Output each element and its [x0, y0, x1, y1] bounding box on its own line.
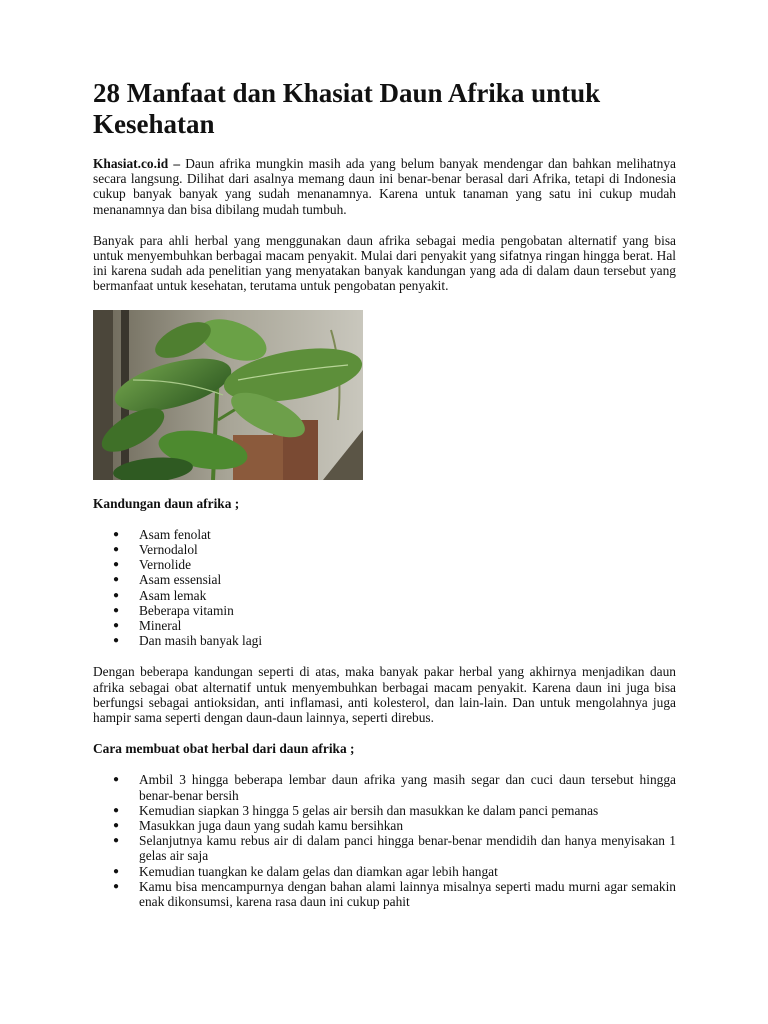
- bullet-icon: ●: [113, 604, 120, 616]
- bullet-icon: ●: [113, 804, 120, 816]
- intro-paragraph: [93, 156, 676, 217]
- bullet-icon: ●: [113, 880, 120, 892]
- bullet-icon: ●: [113, 820, 120, 832]
- list-item: ● Masukkan juga daun yang sudah kamu bersihkan: [113, 818, 404, 834]
- bullet-icon: ●: [113, 620, 120, 632]
- bullet-icon: ●: [113, 528, 120, 540]
- bullet-icon: ●: [113, 574, 120, 586]
- article-title: 28 Manfaat dan Khasiat Daun Afrika untuk Kesehatan: [93, 78, 601, 139]
- paragraph-2: Banyak para ahli herbal yang menggunakan daun afrika sebagai media pengobatan alternatif yang bisa untuk menyembuhkan berbagai macam penyakit. Mulai dari penyakit yang sifatnya ringan hingga berat. Hal ini karena sudah ada penelitian yang menyatakan banyak kandungan yang ada di dalam daun tersebut yang bermanfaat untuk kesehatan, terutama untuk pengobatan penyakit.: [93, 232, 676, 294]
- recipe-steps-list: [93, 772, 676, 909]
- list-item: ● Beberapa vitamin: [113, 602, 234, 618]
- bullet-icon: ●: [113, 835, 120, 847]
- section-heading-contents: Kandungan daun afrika ;: [93, 495, 240, 511]
- paragraph-3: Dengan beberapa kandungan seperti di atas, maka banyak pakar herbal yang akhirnya menjadikan daun afrika sebagai obat alternatif untuk menyembuhkan berbagai macam penyakit. Karena daun ini juga bisa berfungsi sebagai antioksidan, anti inflamasi, anti kolesterol, dan lain-lain. Dan untuk mengolahnya juga hampir sama seperti dengan daun-daun lainnya, seperti direbus.: [93, 664, 676, 726]
- list-item: ● Kemudian tuangkan ke dalam gelas dan diamkan agar lebih hangat: [113, 863, 498, 879]
- list-item: ● Ambil 3 hingga beberapa lembar daun afrika yang masih segar dan cuci daun tersebut hingga benar-benar bersih: [113, 772, 676, 803]
- list-item: ● Selanjutnya kamu rebus air di dalam panci hingga benar-benar mendidih dan hanya menyisakan 1 gelas air saja: [113, 833, 676, 864]
- bullet-icon: ●: [113, 559, 120, 571]
- list-item: ● Asam essensial: [113, 572, 222, 588]
- list-item: ● Kemudian siapkan 3 hingga 5 gelas air bersih dan masukkan ke dalam panci pemanas: [113, 802, 599, 818]
- african-leaf-plant-photo: [93, 310, 363, 480]
- contents-list: [93, 527, 676, 649]
- bullet-icon: ●: [113, 774, 120, 786]
- list-item: ● Kamu bisa mencampurnya dengan bahan alami lainnya misalnya seperti madu murni agar semakin enak dikonsumsi, karena rasa daun ini cukup pahit: [113, 878, 676, 910]
- document-page: [93, 78, 676, 909]
- bullet-icon: ●: [113, 865, 120, 877]
- bullet-icon: ●: [113, 589, 120, 601]
- list-item: ● Mineral: [113, 618, 182, 634]
- bullet-icon: ●: [113, 635, 120, 647]
- list-item: ● Asam fenolat: [113, 526, 211, 542]
- list-item: ● Asam lemak: [113, 587, 207, 603]
- list-item: ● Dan masih banyak lagi: [113, 633, 263, 649]
- list-item: ● Vernodalol: [113, 542, 198, 558]
- intro-text: Daun afrika mungkin masih ada yang belum banyak mendengar dan bahkan melihatnya secara langsung. Dilihat dari asalnya memang daun ini benar-benar berasal dari Afrika, tetapi di Indonesia cukup banyak banyak yang sudah menanamnya. Karena untuk tanaman yang satu ini cukup mudah menanamnya dan bisa dibilang mudah tumbuh.: [93, 156, 676, 217]
- list-item: ● Vernolide: [113, 557, 192, 573]
- source-label: Khasiat.co.id –: [93, 156, 181, 171]
- section-heading-recipe: Cara membuat obat herbal dari daun afrika ;: [93, 741, 355, 757]
- bullet-icon: ●: [113, 544, 120, 556]
